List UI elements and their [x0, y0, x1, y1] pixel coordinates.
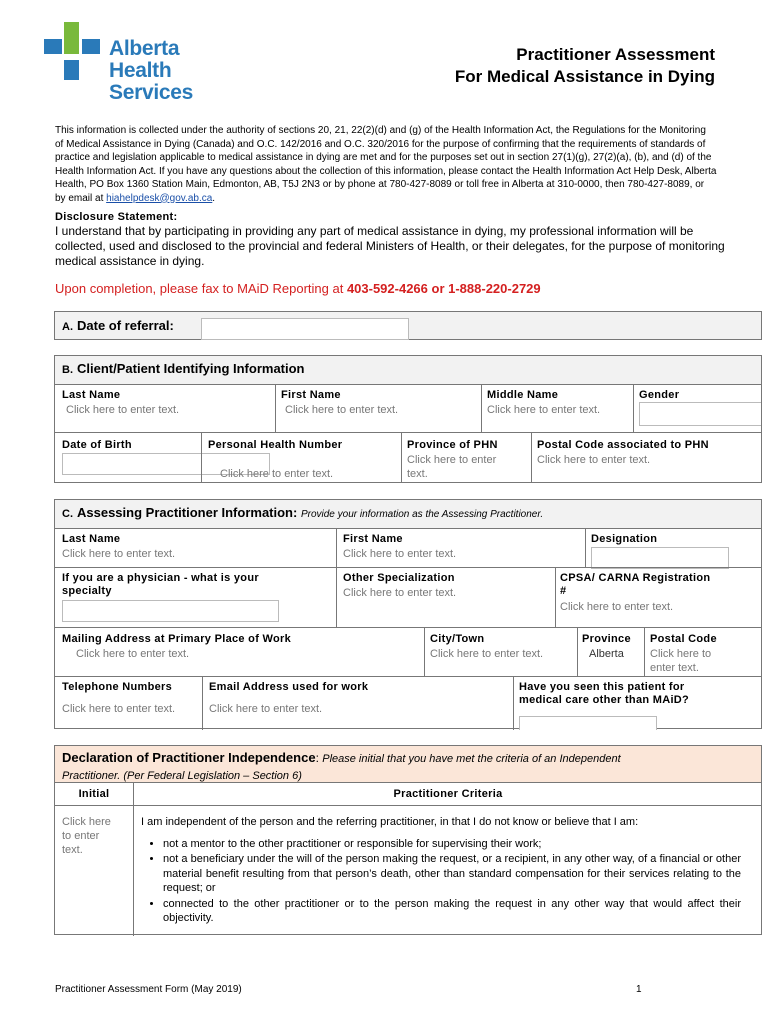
province-value[interactable]: Alberta — [589, 648, 624, 660]
last-name-label: Last Name — [62, 389, 121, 401]
disclosure-heading: Disclosure Statement: — [55, 211, 178, 223]
postal-code-input[interactable]: Click here to enter text. — [650, 648, 712, 674]
section-b — [54, 355, 762, 483]
postal-phn-label: Postal Code associated to PHN — [537, 439, 709, 451]
city-input[interactable]: Click here to enter text. — [430, 648, 544, 660]
section-c-header — [55, 500, 761, 529]
ahs-logo — [44, 22, 244, 104]
phn-label: Personal Health Number — [208, 439, 343, 451]
criteria-item: • not a beneficiary under the will of the person making the request, or a recipient, in any other way, of a financial or other material benefit resulting from that person’s death, other than standard compensation for their services relating to the request; or — [163, 852, 741, 896]
declaration-header: Declaration of Practitioner Independence: Please initial that you have met the criteria of an Independent Practitioner. (Per Federal Legislation – Section 6) — [55, 746, 761, 783]
postal-code-label: Postal Code — [650, 633, 717, 645]
initial-input[interactable]: Click here to enter text. — [62, 816, 111, 856]
gender-label: Gender — [639, 389, 680, 401]
section-c-title: C. Assessing Practitioner Information: Provide your information as the Assessing Practitioner. — [62, 505, 544, 520]
patient-first-name-input[interactable]: Click here to enter text. — [285, 404, 399, 416]
dob-label: Date of Birth — [62, 439, 132, 451]
disclosure-text: I understand that by participating in providing any part of medical assistance in dying, my professional information will be collected, used and disclosed to the provincial and federal Ministers of Health, or their delegates, for the purpose of monitoring medical assistance in dying. — [55, 224, 725, 268]
criteria-list — [141, 837, 741, 926]
section-b-title: B. Client/Patient Identifying Information — [62, 361, 305, 376]
province-label: Province — [582, 633, 631, 645]
phn-input[interactable]: Click here to enter text. — [220, 468, 334, 480]
initial-column-header: Initial — [78, 788, 110, 800]
section-a-title: A. Date of referral: — [62, 318, 174, 333]
registration-input[interactable]: Click here to enter text. — [560, 601, 674, 613]
logo-text: Alberta Health Services — [109, 37, 194, 104]
gender-field[interactable] — [639, 402, 761, 426]
declaration-section — [54, 745, 762, 935]
postal-phn-input[interactable]: Click here to enter text. — [537, 454, 651, 466]
ahs-logo-mark — [44, 22, 104, 84]
email-input[interactable]: Click here to enter text. — [209, 703, 323, 715]
other-specialization-input[interactable]: Click here to enter text. — [343, 587, 457, 599]
province-phn-label: Province of PHN — [407, 439, 498, 451]
section-c — [54, 499, 762, 729]
seen-patient-field[interactable] — [519, 716, 657, 730]
criteria-text: I am independent of the person and the referring practitioner, in that I do not know or believe that I am: • not a mentor to the other practitioner or responsible for supervising their work; • not a beneficiary under the will of the person making the request, or a recipient, in any other way, of a financial or other material benefit resulting from that person’s death, other than standard compensation for their services relating to the request; or • connected to the other practitioner or to the person making the request in any other way that would affect their objectivity. — [141, 815, 741, 927]
other-specialization-label: Other Specialization — [343, 572, 455, 584]
pr-first-name-input[interactable]: Click here to enter text. — [343, 548, 457, 560]
designation-label: Designation — [591, 533, 658, 545]
section-b-header — [55, 356, 761, 385]
seen-patient-label: Have you seen this patient for medical care other than MAiD? — [519, 681, 690, 706]
first-name-label: First Name — [281, 389, 341, 401]
specialty-field[interactable] — [62, 600, 279, 622]
patient-last-name-input[interactable]: Click here to enter text. — [66, 404, 180, 416]
city-label: City/Town — [430, 633, 485, 645]
patient-middle-name-input[interactable]: Click here to enter text. — [487, 404, 601, 416]
telephone-input[interactable]: Click here to enter text. — [62, 703, 176, 715]
criteria-item: • not a mentor to the other practitioner or responsible for supervising their work; — [163, 837, 741, 852]
mailing-address-label: Mailing Address at Primary Place of Work — [62, 633, 292, 645]
pr-first-name-label: First Name — [343, 533, 403, 545]
middle-name-label: Middle Name — [487, 389, 559, 401]
designation-field[interactable] — [591, 547, 729, 569]
fax-instruction: Upon completion, please fax to MAiD Reporting at 403-592-4266 or 1-888-220-2729 — [55, 281, 541, 296]
intro-text: This information is collected under the authority of sections 20, 21, 22(2)(d) and (g) of the Health Information Act, the Regulations for the Monitoring of Medical Assistance in Dying (Canada) and O.C. 142/2016 and O.C. 320/2016 for the purpose of confirming that the requirements of standards of practice and legislation applicable to medical assistance in dying are met and for the purposes set out in section 27(1)(g), 27(2)(a), (b), and (d) of the Health Information Act. If you have any questions about the collection of this information, please contact the Health Information Act Help Desk, Alberta Health, PO Box 1360 Station Main, Edmonton, AB, T5J 2N3 or by phone at 780-427-8089 or toll free in Alberta at 310-0000, then 780-427-8089, or by email at hiahelpdesk@gov.ab.ca. — [55, 125, 717, 204]
province-phn-input[interactable]: Click here to enter text. — [407, 454, 497, 480]
criteria-column-header: Practitioner Criteria — [393, 788, 503, 800]
helpdesk-email-link[interactable]: hiahelpdesk@gov.ab.ca — [106, 192, 213, 204]
email-label: Email Address used for work — [209, 681, 369, 693]
pr-last-name-label: Last Name — [62, 533, 121, 545]
form-title: Practitioner Assessment For Medical Assistance in Dying — [454, 45, 715, 86]
page-number: 1 — [636, 984, 642, 995]
telephone-label: Telephone Numbers — [62, 681, 173, 693]
specialty-label: If you are a physician - what is your specialty — [62, 572, 259, 597]
date-of-referral-field[interactable] — [201, 318, 409, 340]
registration-label: CPSA/ CARNA Registration # — [560, 572, 711, 597]
section-a — [54, 311, 762, 340]
mailing-address-input[interactable]: Click here to enter text. — [76, 648, 190, 660]
pr-last-name-input[interactable]: Click here to enter text. — [62, 548, 176, 560]
criteria-item: • connected to the other practitioner or to the person making the request in any other way that would affect their objectivity. — [163, 897, 741, 926]
footer-form-name: Practitioner Assessment Form (May 2019) — [55, 984, 242, 995]
